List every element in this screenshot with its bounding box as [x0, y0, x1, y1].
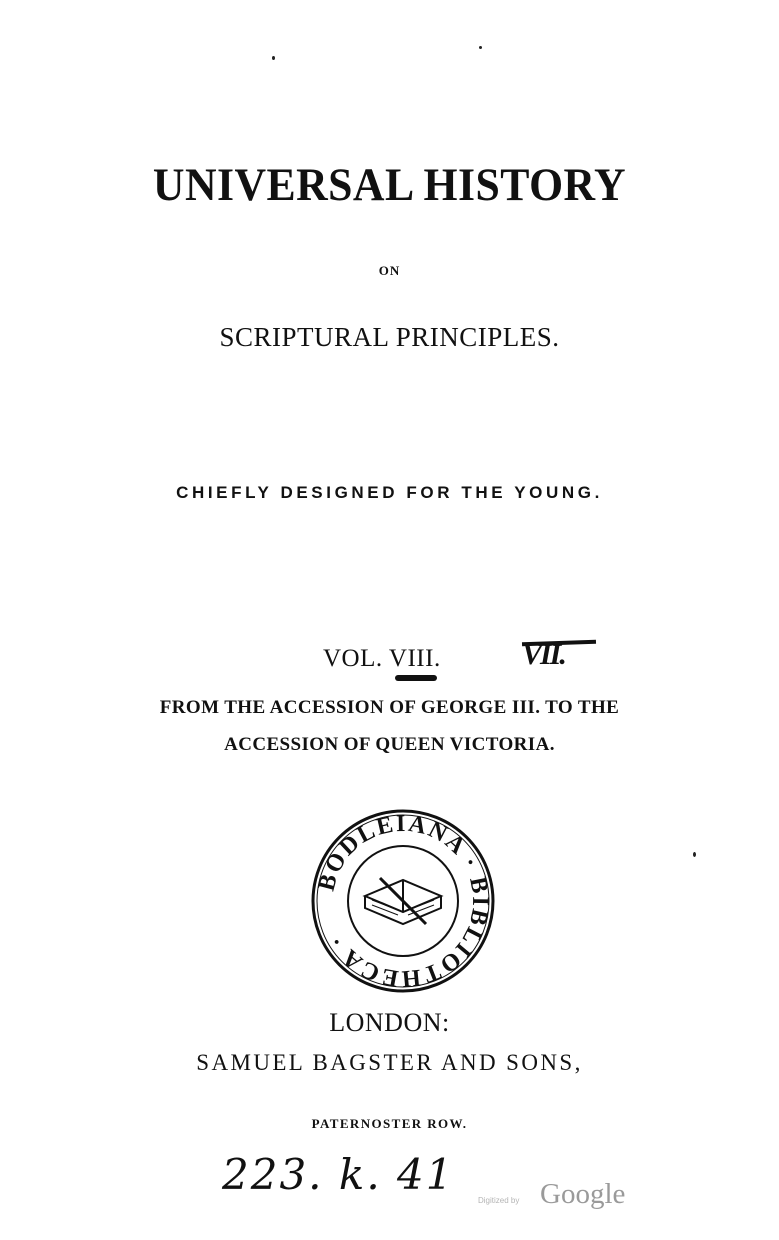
handwritten-shelfmark: 223. k. 41 — [222, 1150, 455, 1199]
google-watermark: Google — [540, 1178, 626, 1210]
period-line-1: FROM THE ACCESSION OF GEORGE III. TO THE — [159, 697, 620, 718]
imprint-publisher: SAMUEL BAGSTER AND SONS, — [196, 1050, 583, 1075]
volume-handwritten-correction: VII. — [522, 638, 565, 671]
stamp-text: BODLEIANA · BIBLIOTHECA · — [313, 810, 494, 992]
book-title: UNIVERSAL HISTORY — [152, 159, 627, 211]
book-emblem-icon — [365, 878, 441, 924]
digitized-by-label: Digitized by — [478, 1196, 520, 1205]
speck — [479, 46, 482, 49]
speck — [272, 56, 275, 60]
volume-underline-mark — [395, 675, 437, 681]
speck — [693, 852, 696, 857]
title-connector: ON — [378, 263, 401, 278]
volume-number: VOL. VIII. — [323, 645, 441, 672]
imprint-city: LONDON: — [329, 1008, 450, 1037]
book-subtitle: SCRIPTURAL PRINCIPLES. — [219, 322, 560, 352]
period-line-2: ACCESSION OF QUEEN VICTORIA. — [224, 734, 555, 755]
library-stamp — [310, 808, 496, 994]
dedication-line: CHIEFLY DESIGNED FOR THE YOUNG. — [176, 483, 603, 502]
imprint-address: PATERNOSTER ROW. — [311, 1116, 468, 1131]
